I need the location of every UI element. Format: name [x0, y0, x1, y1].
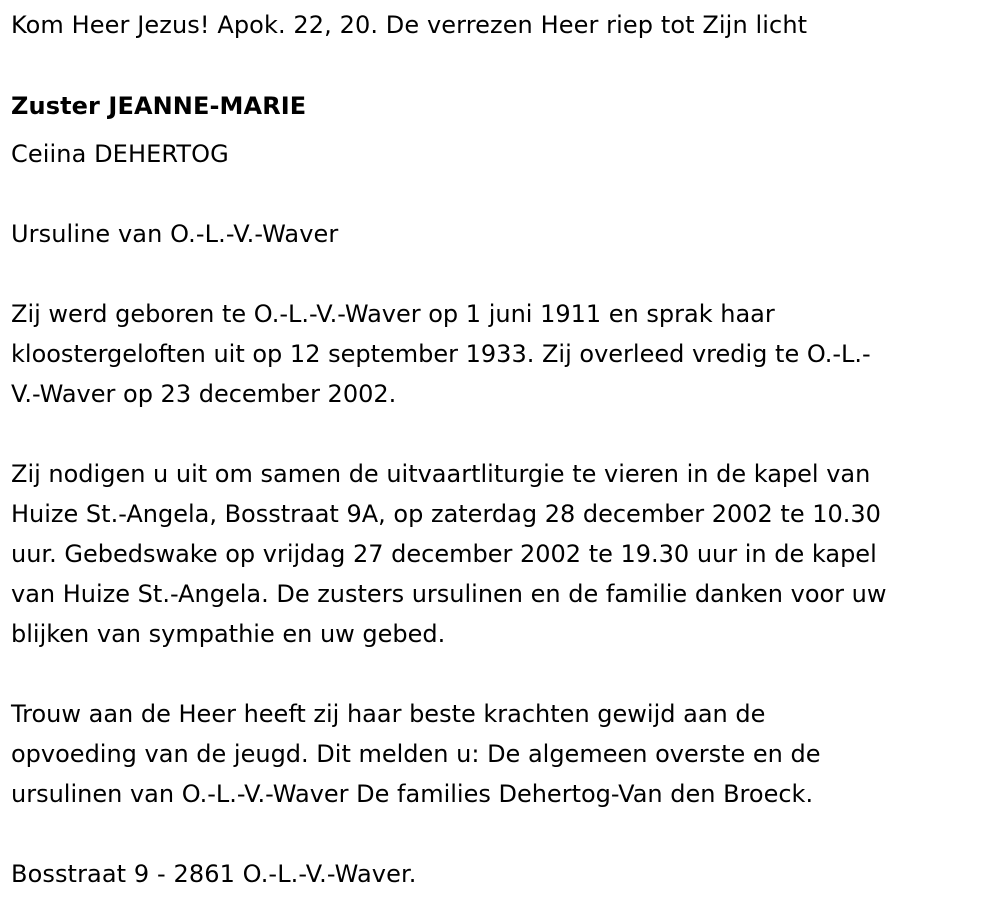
invitation-line: Zij nodigen u uit om samen de uitvaartliturgie te vieren in de kapel van: [11, 460, 871, 488]
bio-line: V.-Waver op 23 december 2002.: [11, 380, 397, 408]
invitation-paragraph: [11, 454, 981, 654]
header-line: Kom Heer Jezus! Apok. 22, 20. De verrezen Heer riep tot Zijn licht: [11, 11, 808, 39]
closing-line: ursulinen van O.-L.-V.-Waver De families Dehertog-Van den Broeck.: [11, 780, 814, 808]
invitation-line: van Huize St.-Angela. De zusters ursulinen en de familie danken voor uw: [11, 580, 887, 608]
bio-line: Zij werd geboren te O.-L.-V.-Waver op 1 juni 1911 en sprak haar: [11, 300, 775, 328]
bio-paragraph: [11, 294, 981, 414]
invitation-line: Huize St.-Angela, Bosstraat 9A, op zaterdag 28 december 2002 te 10.30: [11, 500, 881, 528]
name-title: Zuster JEANNE-MARIE: [11, 92, 307, 120]
closing-paragraph: [11, 694, 981, 814]
name-civil: Ceiina DEHERTOG: [11, 140, 229, 168]
address-line: Bosstraat 9 - 2861 O.-L.-V.-Waver.: [11, 860, 417, 888]
bio-line: kloostergeloften uit op 12 september 1933. Zij overleed vredig te O.-L.-: [11, 340, 871, 368]
invitation-line: blijken van sympathie en uw gebed.: [11, 620, 446, 648]
closing-line: opvoeding van de jeugd. Dit melden u: De algemeen overste en de: [11, 740, 821, 768]
closing-line: Trouw aan de Heer heeft zij haar beste krachten gewijd aan de: [11, 700, 766, 728]
invitation-line: uur. Gebedswake op vrijdag 27 december 2002 te 19.30 uur in de kapel: [11, 540, 877, 568]
congregation-line: Ursuline van O.-L.-V.-Waver: [11, 220, 339, 248]
